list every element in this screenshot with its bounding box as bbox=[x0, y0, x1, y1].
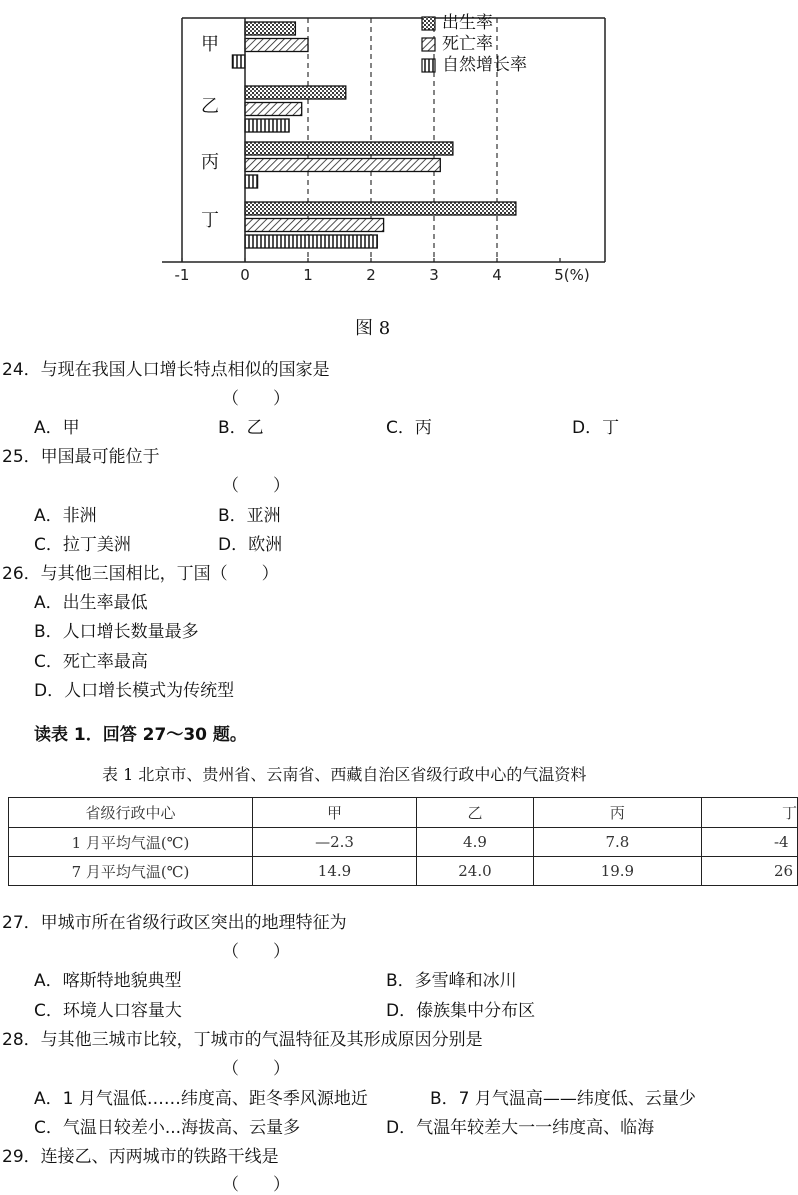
table-header-cell: 乙 bbox=[417, 798, 534, 828]
category-label: 丁 bbox=[201, 210, 219, 231]
question-25-option-d[interactable]: D．欧洲 bbox=[218, 535, 283, 555]
category-label: 甲 bbox=[201, 34, 219, 55]
table-cell: —2.3 bbox=[252, 828, 416, 857]
bar-0-2 bbox=[232, 55, 245, 68]
question-28-stem: 28．与其他三城市比较，丁城市的气温特征及其形成原因分别是 bbox=[2, 1030, 483, 1050]
legend-label: 自然增长率 bbox=[442, 55, 527, 75]
bar-3-1 bbox=[245, 219, 384, 232]
population-rate-chart bbox=[160, 0, 620, 300]
question-25-stem: 25．甲国最可能位于 bbox=[2, 447, 160, 467]
question-26-option-b[interactable]: B．人口增长数量最多 bbox=[34, 622, 199, 642]
table-row bbox=[9, 828, 798, 857]
x-tick-label: 5(%) bbox=[554, 266, 590, 284]
legend-swatch bbox=[422, 17, 435, 30]
bar-1-1 bbox=[245, 103, 302, 116]
table-title: 表 1 北京市、贵州省、云南省、西藏自治区省级行政中心的气温资料 bbox=[102, 765, 587, 784]
bar-2-1 bbox=[245, 159, 440, 172]
bar-1-2 bbox=[245, 119, 289, 132]
table-cell: 19.9 bbox=[533, 857, 701, 886]
question-24-stem: 24．与现在我国人口增长特点相似的国家是 bbox=[2, 360, 330, 380]
question-26-option-d[interactable]: D．人口增长模式为传统型 bbox=[34, 681, 235, 701]
table-header-cell: 丁 bbox=[701, 798, 797, 828]
x-tick-label: 0 bbox=[240, 266, 250, 284]
question-26-option-c[interactable]: C．死亡率最高 bbox=[34, 652, 148, 672]
table-cell: 7.8 bbox=[533, 828, 701, 857]
question-24-option-c[interactable]: C．丙 bbox=[386, 418, 432, 438]
question-28-option-c[interactable]: C．气温日较差小...海拔高、云量多 bbox=[34, 1118, 301, 1138]
question-27-option-a[interactable]: A．喀斯特地貌典型 bbox=[34, 971, 182, 991]
question-26-stem: 26．与其他三国相比，丁国（ ） bbox=[2, 564, 279, 584]
question-28-option-d[interactable]: D．气温年较差大一一纬度高、临海 bbox=[386, 1118, 655, 1138]
question-27-option-d[interactable]: D．傣族集中分布区 bbox=[386, 1001, 536, 1021]
category-label: 乙 bbox=[201, 96, 219, 117]
table-header-cell: 甲 bbox=[252, 798, 416, 828]
bar-1-0 bbox=[245, 86, 346, 99]
legend-label: 死亡率 bbox=[442, 34, 493, 54]
bar-0-0 bbox=[245, 22, 295, 35]
table-header-row bbox=[9, 798, 798, 828]
bar-0-1 bbox=[245, 39, 308, 52]
question-26-option-a[interactable]: A．出生率最低 bbox=[34, 593, 148, 613]
question-24-option-a[interactable]: A．甲 bbox=[34, 418, 80, 438]
question-25-answer-paren[interactable]: （ ） bbox=[222, 476, 290, 496]
question-27-option-b[interactable]: B．多雪峰和冰川 bbox=[386, 971, 517, 991]
question-27-stem: 27．甲城市所在省级行政区突出的地理特征为 bbox=[2, 913, 347, 933]
question-25-option-a[interactable]: A．非洲 bbox=[34, 506, 97, 526]
x-tick-label: 4 bbox=[492, 266, 502, 284]
figure-caption: 图 8 bbox=[355, 318, 391, 339]
table-cell: 1 月平均气温(℃) bbox=[9, 828, 253, 857]
table-cell: 24.0 bbox=[417, 857, 534, 886]
legend-swatch bbox=[422, 59, 435, 72]
question-27-option-c[interactable]: C．环境人口容量大 bbox=[34, 1001, 182, 1021]
table-row bbox=[9, 857, 798, 886]
bar-3-0 bbox=[245, 202, 516, 215]
read-table-instruction: 读表 1．回答 27～30 题。 bbox=[34, 725, 247, 745]
legend-swatch bbox=[422, 38, 435, 51]
x-tick-label: 1 bbox=[303, 266, 313, 284]
x-tick-label: 3 bbox=[429, 266, 439, 284]
bar-2-2 bbox=[245, 175, 258, 188]
table-cell: -4 bbox=[701, 828, 797, 857]
question-24-answer-paren[interactable]: （ ） bbox=[222, 389, 290, 409]
question-27-answer-paren[interactable]: （ ） bbox=[222, 942, 290, 962]
question-25-option-b[interactable]: B．亚洲 bbox=[218, 506, 281, 526]
bar-2-0 bbox=[245, 142, 453, 155]
question-28-answer-paren[interactable]: （ ） bbox=[222, 1059, 290, 1079]
question-24-option-b[interactable]: B．乙 bbox=[218, 418, 264, 438]
legend-label: 出生率 bbox=[442, 13, 493, 33]
question-28-option-a[interactable]: A．1 月气温低……纬度高、距冬季风源地近 bbox=[34, 1089, 368, 1109]
table-cell: 4.9 bbox=[417, 828, 534, 857]
question-29-answer-paren[interactable]: （ ） bbox=[222, 1175, 290, 1195]
question-24-option-d[interactable]: D．丁 bbox=[572, 418, 620, 438]
question-25-option-c[interactable]: C．拉丁美洲 bbox=[34, 535, 131, 555]
bar-3-2 bbox=[245, 235, 377, 248]
table-cell: 14.9 bbox=[252, 857, 416, 886]
question-29-stem: 29．连接乙、丙两城市的铁路干线是 bbox=[2, 1147, 279, 1167]
x-tick-label: 2 bbox=[366, 266, 376, 284]
temperature-table bbox=[8, 797, 798, 886]
chart-legend bbox=[422, 13, 527, 75]
table-cell: 7 月平均气温(℃) bbox=[9, 857, 253, 886]
category-label: 丙 bbox=[201, 152, 219, 173]
table-cell: 26 bbox=[701, 857, 797, 886]
x-tick-label: -1 bbox=[174, 266, 190, 284]
table-header-cell: 省级行政中心 bbox=[9, 798, 253, 828]
table-header-cell: 丙 bbox=[533, 798, 701, 828]
question-28-option-b[interactable]: B．7 月气温高——纬度低、云量少 bbox=[430, 1089, 696, 1109]
